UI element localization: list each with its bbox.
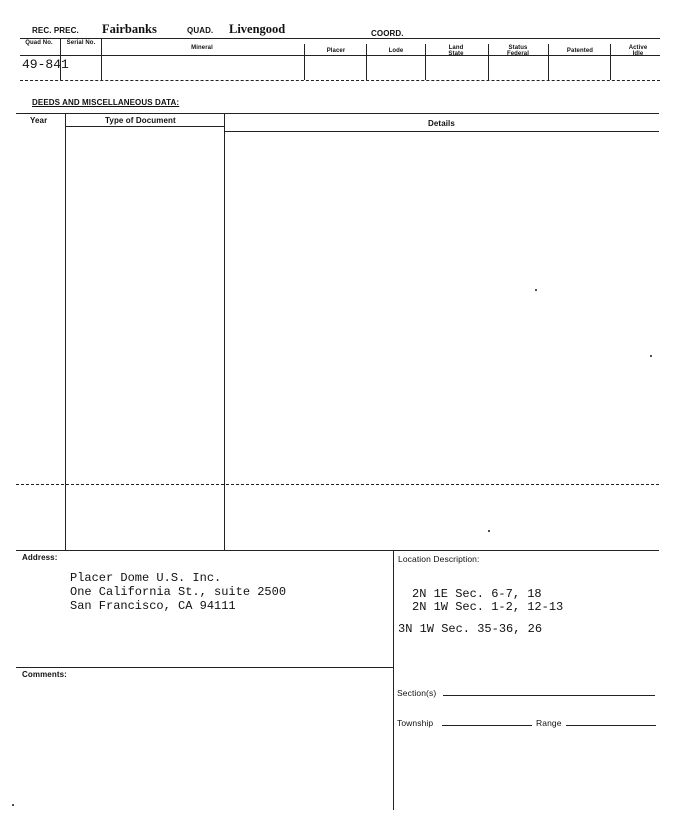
range-blank[interactable] [566, 725, 656, 726]
rec-prec-value: Fairbanks [102, 22, 157, 36]
deeds-bottom-rule [16, 550, 659, 551]
header-top-rule [20, 38, 660, 39]
range-label: Range [536, 718, 562, 728]
scan-speck [12, 804, 14, 806]
col-land-state: Land State [448, 45, 464, 57]
location-label: Location Description: [398, 554, 480, 564]
deeds-section-title: DEEDS AND MISCELLANEOUS DATA: [32, 98, 180, 107]
address-label: Address: [22, 553, 58, 562]
col-mineral: Mineral [191, 45, 213, 51]
divider-lode [425, 44, 426, 80]
header-column-rule [20, 55, 660, 56]
address-line-3: San Francisco, CA 94111 [70, 599, 236, 613]
divider-patented [610, 44, 611, 80]
deeds-details-underline [225, 131, 659, 132]
divider-serial [101, 38, 102, 80]
quad-label: QUAD. [187, 26, 214, 35]
col-lode: Lode [388, 48, 404, 54]
sections-blank[interactable] [443, 695, 655, 696]
sections-label: Section(s) [397, 688, 437, 698]
header-bottom-rule [20, 80, 660, 81]
col-placer: Placer [326, 48, 346, 54]
deeds-mid-rule [16, 484, 659, 485]
col-status-federal: Status Federal [506, 45, 530, 57]
deeds-col-type: Type of Document [105, 116, 176, 125]
scan-speck [535, 289, 537, 291]
col-active-idle: Active Idle [628, 45, 648, 57]
col-quad-no: Quad No. [25, 40, 53, 46]
address-line-2: One California St., suite 2500 [70, 585, 287, 599]
deeds-top-rule [16, 113, 659, 114]
deeds-col-details: Details [428, 119, 455, 128]
scan-speck [488, 530, 490, 532]
address-line-1: Placer Dome U.S. Inc. [70, 571, 222, 585]
divider-mineral [304, 44, 305, 80]
deeds-type-underline [65, 126, 225, 127]
divider-status [548, 44, 549, 80]
rec-prec-label: REC. PREC. [32, 26, 79, 35]
deeds-divider-year [65, 113, 66, 551]
comments-top-rule [16, 667, 393, 668]
divider-land [488, 44, 489, 80]
col-patented: Patented [566, 48, 594, 54]
location-line-1: 2N 1E Sec. 6-7, 18 [412, 587, 542, 601]
coord-label: COORD. [371, 29, 404, 38]
location-line-2: 2N 1W Sec. 1-2, 12-13 [412, 600, 564, 614]
quad-value: Livengood [229, 22, 286, 36]
divider-placer [366, 44, 367, 80]
township-blank[interactable] [442, 725, 532, 726]
location-line-3: 3N 1W Sec. 35-36, 26 [398, 622, 543, 636]
deeds-col-year: Year [30, 116, 48, 125]
col-serial-no: Serial No. [66, 40, 96, 46]
deeds-divider-type [224, 113, 225, 551]
quad-no-value: 49-841 [22, 57, 69, 72]
bottom-vertical-divider [393, 550, 394, 810]
township-label: Township [397, 718, 434, 728]
scan-speck [650, 355, 652, 357]
comments-label: Comments: [22, 670, 67, 679]
